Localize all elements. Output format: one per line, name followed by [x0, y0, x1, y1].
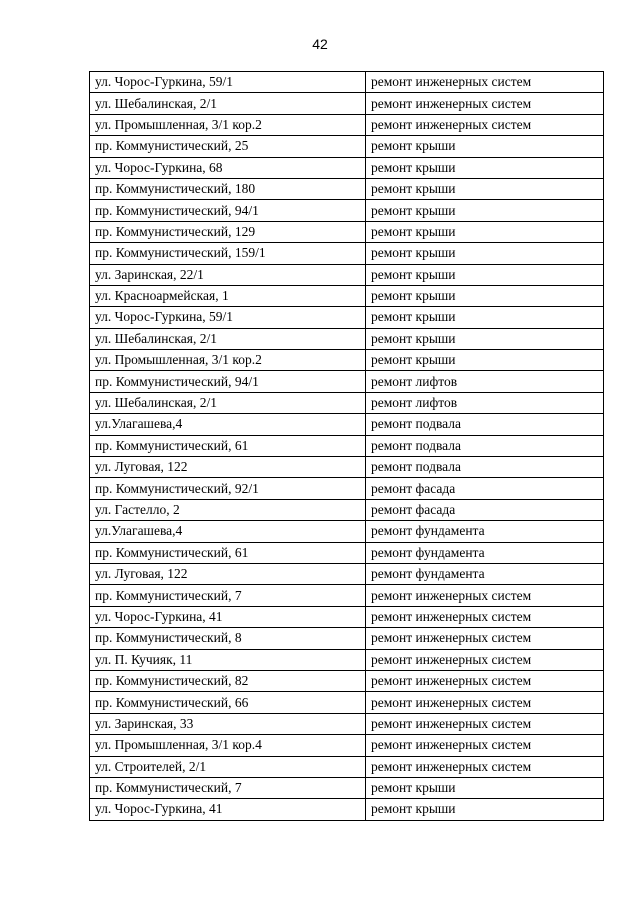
address-cell: ул. Гастелло, 2: [90, 499, 366, 520]
page-number: 42: [312, 36, 328, 52]
table-row: [90, 628, 604, 649]
address-cell: пр. Коммунистический, 61: [90, 435, 366, 456]
address-cell: пр. Коммунистический, 7: [90, 777, 366, 798]
table-row: [90, 521, 604, 542]
table-row: [90, 563, 604, 584]
table-row: [90, 649, 604, 670]
work-type-cell: ремонт инженерных систем: [366, 606, 604, 627]
work-type-cell: ремонт фасада: [366, 478, 604, 499]
table-row: [90, 799, 604, 820]
table-row: [90, 735, 604, 756]
table-row: [90, 114, 604, 135]
work-type-cell: ремонт крыши: [366, 136, 604, 157]
work-type-cell: ремонт крыши: [366, 221, 604, 242]
table-row: [90, 457, 604, 478]
address-cell: ул. Чорос-Гуркина, 68: [90, 157, 366, 178]
address-cell: пр. Коммунистический, 129: [90, 221, 366, 242]
address-cell: пр. Коммунистический, 25: [90, 136, 366, 157]
work-type-cell: ремонт крыши: [366, 243, 604, 264]
address-cell: пр. Коммунистический, 92/1: [90, 478, 366, 499]
address-cell: ул. Заринская, 22/1: [90, 264, 366, 285]
work-type-cell: ремонт лифтов: [366, 371, 604, 392]
work-type-cell: ремонт крыши: [366, 157, 604, 178]
work-type-cell: ремонт подвала: [366, 414, 604, 435]
work-type-cell: ремонт крыши: [366, 200, 604, 221]
table-row: [90, 157, 604, 178]
work-type-cell: ремонт инженерных систем: [366, 756, 604, 777]
work-type-cell: ремонт инженерных систем: [366, 713, 604, 734]
address-cell: ул. Заринская, 33: [90, 713, 366, 734]
address-cell: пр. Коммунистический, 159/1: [90, 243, 366, 264]
address-cell: ул. Промышленная, 3/1 кор.2: [90, 350, 366, 371]
table-row: [90, 350, 604, 371]
work-type-cell: ремонт крыши: [366, 307, 604, 328]
table-row: [90, 328, 604, 349]
work-type-cell: ремонт подвала: [366, 457, 604, 478]
address-cell: ул. Чорос-Гуркина, 41: [90, 799, 366, 820]
work-type-cell: ремонт крыши: [366, 777, 604, 798]
table-row: [90, 756, 604, 777]
table-row: [90, 478, 604, 499]
table-body: [90, 72, 604, 821]
repair-table: [89, 71, 604, 821]
address-cell: ул. Шебалинская, 2/1: [90, 392, 366, 413]
address-cell: ул.Улагашева,4: [90, 414, 366, 435]
table-row: [90, 136, 604, 157]
table-row: [90, 435, 604, 456]
table-row: [90, 777, 604, 798]
table-row: [90, 692, 604, 713]
address-cell: пр. Коммунистический, 8: [90, 628, 366, 649]
work-type-cell: ремонт инженерных систем: [366, 72, 604, 93]
address-cell: ул. П. Кучияк, 11: [90, 649, 366, 670]
work-type-cell: ремонт фасада: [366, 499, 604, 520]
table-row: [90, 200, 604, 221]
address-cell: пр. Коммунистический, 61: [90, 542, 366, 563]
address-cell: ул.Улагашева,4: [90, 521, 366, 542]
work-type-cell: ремонт крыши: [366, 285, 604, 306]
address-cell: ул. Чорос-Гуркина, 41: [90, 606, 366, 627]
table-row: [90, 371, 604, 392]
address-cell: ул. Промышленная, 3/1 кор.2: [90, 114, 366, 135]
work-type-cell: ремонт фундамента: [366, 563, 604, 584]
table-row: [90, 392, 604, 413]
table-row: [90, 414, 604, 435]
address-cell: пр. Коммунистический, 94/1: [90, 200, 366, 221]
work-type-cell: ремонт фундамента: [366, 542, 604, 563]
address-cell: ул. Луговая, 122: [90, 457, 366, 478]
work-type-cell: ремонт инженерных систем: [366, 670, 604, 691]
address-cell: ул. Луговая, 122: [90, 563, 366, 584]
work-type-cell: ремонт инженерных систем: [366, 649, 604, 670]
work-type-cell: ремонт крыши: [366, 264, 604, 285]
work-type-cell: ремонт подвала: [366, 435, 604, 456]
table-row: [90, 264, 604, 285]
table-row: [90, 713, 604, 734]
address-cell: ул. Строителей, 2/1: [90, 756, 366, 777]
address-cell: пр. Коммунистический, 180: [90, 178, 366, 199]
address-cell: ул. Чорос-Гуркина, 59/1: [90, 307, 366, 328]
work-type-cell: ремонт инженерных систем: [366, 692, 604, 713]
table-row: [90, 670, 604, 691]
table-row: [90, 499, 604, 520]
table-row: [90, 307, 604, 328]
work-type-cell: ремонт инженерных систем: [366, 735, 604, 756]
work-type-cell: ремонт крыши: [366, 328, 604, 349]
work-type-cell: ремонт крыши: [366, 178, 604, 199]
work-type-cell: ремонт инженерных систем: [366, 114, 604, 135]
table-row: [90, 243, 604, 264]
work-type-cell: ремонт инженерных систем: [366, 93, 604, 114]
address-cell: ул. Чорос-Гуркина, 59/1: [90, 72, 366, 93]
table-row: [90, 585, 604, 606]
address-cell: ул. Промышленная, 3/1 кор.4: [90, 735, 366, 756]
table-row: [90, 606, 604, 627]
address-cell: пр. Коммунистический, 82: [90, 670, 366, 691]
work-type-cell: ремонт фундамента: [366, 521, 604, 542]
work-type-cell: ремонт крыши: [366, 799, 604, 820]
work-type-cell: ремонт лифтов: [366, 392, 604, 413]
address-cell: пр. Коммунистический, 66: [90, 692, 366, 713]
address-cell: ул. Шебалинская, 2/1: [90, 328, 366, 349]
table-row: [90, 221, 604, 242]
address-cell: пр. Коммунистический, 94/1: [90, 371, 366, 392]
address-cell: пр. Коммунистический, 7: [90, 585, 366, 606]
work-type-cell: ремонт инженерных систем: [366, 628, 604, 649]
address-cell: ул. Красноармейская, 1: [90, 285, 366, 306]
table-row: [90, 542, 604, 563]
table-row: [90, 72, 604, 93]
address-cell: ул. Шебалинская, 2/1: [90, 93, 366, 114]
work-type-cell: ремонт крыши: [366, 350, 604, 371]
work-type-cell: ремонт инженерных систем: [366, 585, 604, 606]
table-row: [90, 285, 604, 306]
table-row: [90, 178, 604, 199]
table-row: [90, 93, 604, 114]
